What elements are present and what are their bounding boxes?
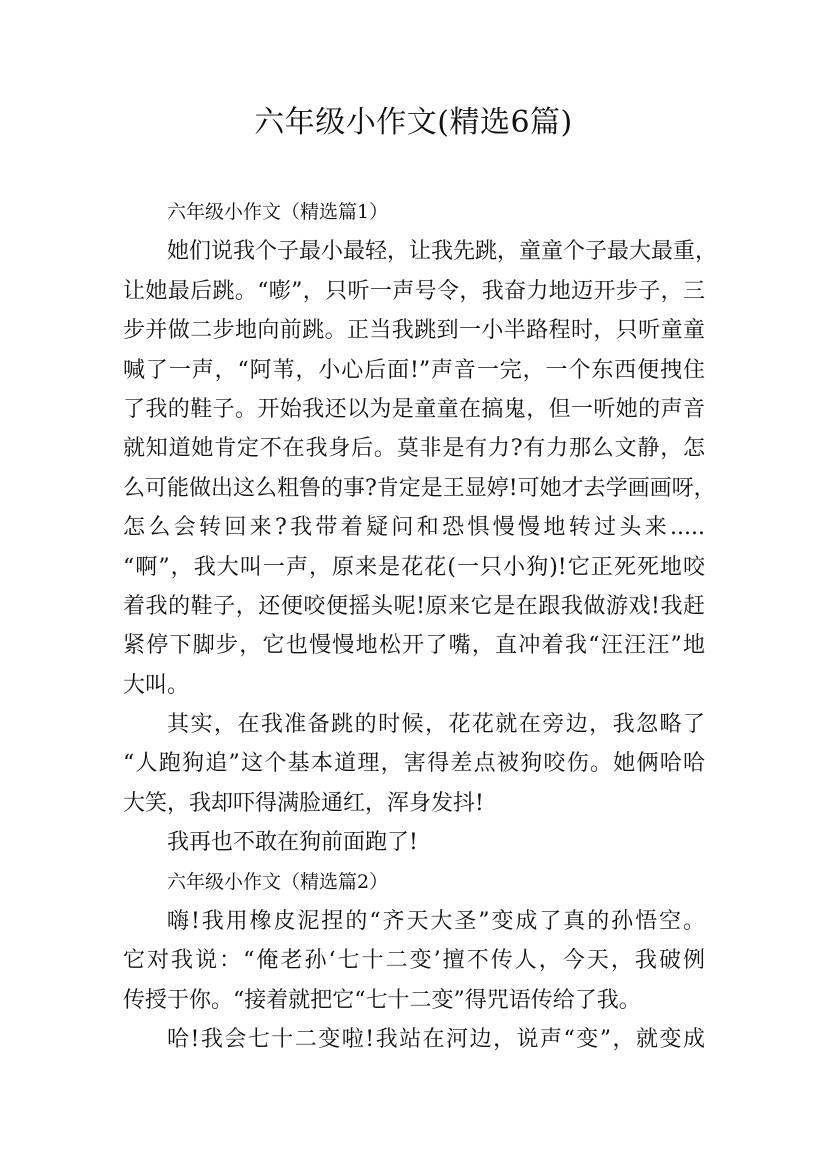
text-line: 步并做二步地向前跳。正当我跳到一小半路程时，只听童童 (123, 318, 705, 344)
text-line: 紧停下脚步，它也慢慢地松开了嘴，直冲着我“汪汪汪”地 (123, 633, 705, 659)
text-line: 她们说我个子最小最轻，让我先跳，童童个子最大最重， (167, 239, 718, 265)
text-line: 了我的鞋子。开始我还以为是童童在搞鬼，但一听她的声音 (123, 396, 705, 422)
text-line: 喊了一声，“阿苇，小心后面!”声音一完，一个东西便拽住 (123, 357, 705, 383)
section-heading: 六年级小作文（精选篇2） (167, 870, 389, 893)
text-line: 我再也不敢在狗前面跑了! (167, 830, 418, 856)
text-line: “人跑狗追”这个基本道理，害得差点被狗咬伤。她俩哈哈 (123, 751, 705, 777)
document-body (123, 193, 718, 1060)
section-heading: 六年级小作文（精选篇1） (167, 201, 389, 223)
text-line: 怎么会转回来?我带着疑问和恐惧慢慢地转过头来..... (123, 515, 705, 541)
text-line: 就知道她肯定不在我身后。莫非是有力?有力那么文静，怎 (123, 436, 705, 462)
text-line: 嗨!我用橡皮泥捏的“齐天大圣”变成了真的孙悟空。 (167, 909, 705, 935)
text-line: 它对我说：“俺老孙‘七十二变’擅不传人，今天，我破例 (123, 948, 705, 974)
text-line: 大叫。 (123, 672, 190, 698)
text-line: “啊”，我大叫一声，原来是花花(一只小狗)!它正死死地咬 (123, 554, 705, 580)
text-line: 么可能做出这么粗鲁的事?肯定是王显婷!可她才去学画画呀， (123, 475, 716, 501)
text-line: 传授于你。“接着就把它“七十二变”得咒语传给了我。 (123, 987, 641, 1013)
text-line: 着我的鞋子，还便咬便摇头呢!原来它是在跟我做游戏!我赶 (123, 593, 705, 619)
document-title: 六年级小作文(精选6篇) (254, 105, 573, 140)
text-line: 让她最后跳。“嘭”，只听一声号令，我奋力地迈开步子，三 (123, 278, 705, 304)
text-line: 其实，在我准备跳的时候，花花就在旁边，我忽略了 (167, 712, 705, 738)
text-line: 大笑，我却吓得满脸通红，浑身发抖! (123, 790, 484, 816)
text-line: 哈!我会七十二变啦!我站在河边，说声“变”，就变成 (167, 1027, 705, 1053)
